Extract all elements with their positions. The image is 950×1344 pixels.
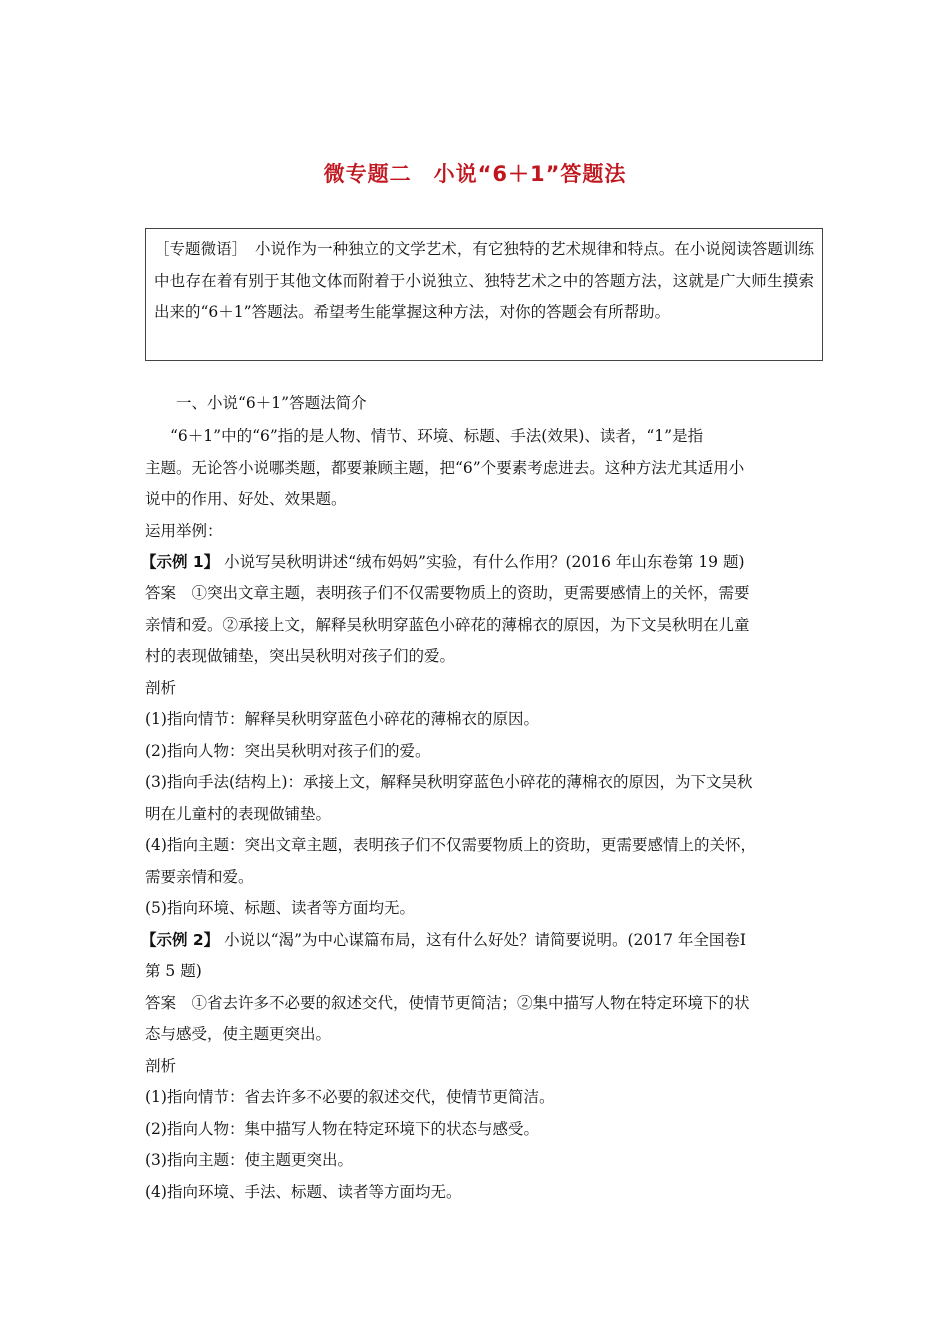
example1-answer-line: 亲情和爱。②承接上文，解释吴秋明穿蓝色小碎花的薄棉衣的原因，为下文吴秋明在儿童 [145,616,750,634]
example2-answer-line: 答案 ①省去许多不必要的叙述交代，使情节更简洁；②集中描写人物在特定环境下的状 [145,994,750,1012]
example2-question: 小说以“渴”为中心谋篇布局，这有什么好处？请简要说明。(2017 年全国卷Ⅰ [224,931,747,949]
example1-analysis-line: 明在儿童村的表现做铺垫。 [145,805,332,823]
example1-analysis-line: 需要亲情和爱。 [145,868,254,886]
example1-analysis-line: (3)指向手法(结构上)：承接上文，解释吴秋明穿蓝色小碎花的薄棉衣的原因，为下文吴秋 [145,773,753,791]
example1-answer-line: 答案 ①突出文章主题，表明孩子们不仅需要物质上的资助，更需要感情上的关怀，需要 [145,584,750,602]
section1-para-line: “6＋1”中的“6”指的是人物、情节、环境、标题、手法(效果)、读者，“1”是指 [170,427,704,445]
section1-heading: 一、小说“6＋1”答题法简介 [176,394,367,412]
example1-analysis-label: 剖析 [145,679,177,697]
example2-tag: 【示例 2】 [141,931,220,949]
example1-question: 小说写吴秋明讲述“绒布妈妈”实验，有什么作用？(2016 年山东卷第 19 题) [224,553,745,571]
example1-tag: 【示例 1】 [141,553,220,571]
example2-analysis-line: (3)指向主题：使主题更突出。 [145,1151,353,1169]
section1-para-line: 主题。无论答小说哪类题，都要兼顾主题，把“6”个要素考虑进去。这种方法尤其适用小 [145,459,745,477]
example1-analysis-line: (1)指向情节：解释吴秋明穿蓝色小碎花的薄棉衣的原因。 [145,710,539,728]
example1-analysis-line: (2)指向人物：突出吴秋明对孩子们的爱。 [145,742,431,760]
page-title: 微专题二 小说“6＋1”答题法 [323,162,627,186]
intro-box [145,228,823,361]
example2-analysis-line: (1)指向情节：省去许多不必要的叙述交代，使情节更简洁。 [145,1088,555,1106]
intro-text: ［专题微语］ 小说作为一种独立的文学艺术，有它独特的艺术规律和特点。在小说阅读答题训练中也存在着有别于其他文体而附着于小说独立、独特艺术之中的答题方法，这就是广大师生摸索出来的“6＋1”答题法。希望考生能掌握这种方法，对你的答题会有所帮助。 [154,240,814,321]
section1-para-line: 说中的作用、好处、效果题。 [145,490,347,508]
example2-question-line2: 第 5 题) [145,962,202,980]
example1-answer-line: 村的表现做铺垫，突出吴秋明对孩子们的爱。 [145,647,456,665]
example1-analysis-line: (4)指向主题：突出文章主题，表明孩子们不仅需要物质上的资助，更需要感情上的关怀， [145,836,756,854]
example1-question-line [141,552,810,572]
usage-label: 运用举例： [145,522,223,540]
example2-analysis-label: 剖析 [145,1057,177,1075]
example2-analysis-line: (4)指向环境、手法、标题、读者等方面均无。 [145,1183,462,1201]
example1-analysis-line: (5)指向环境、标题、读者等方面均无。 [145,899,415,917]
example2-analysis-line: (2)指向人物：集中描写人物在特定环境下的状态与感受。 [145,1120,539,1138]
example2-answer-line: 态与感受，使主题更突出。 [145,1025,332,1043]
example2-question-line [141,930,810,950]
